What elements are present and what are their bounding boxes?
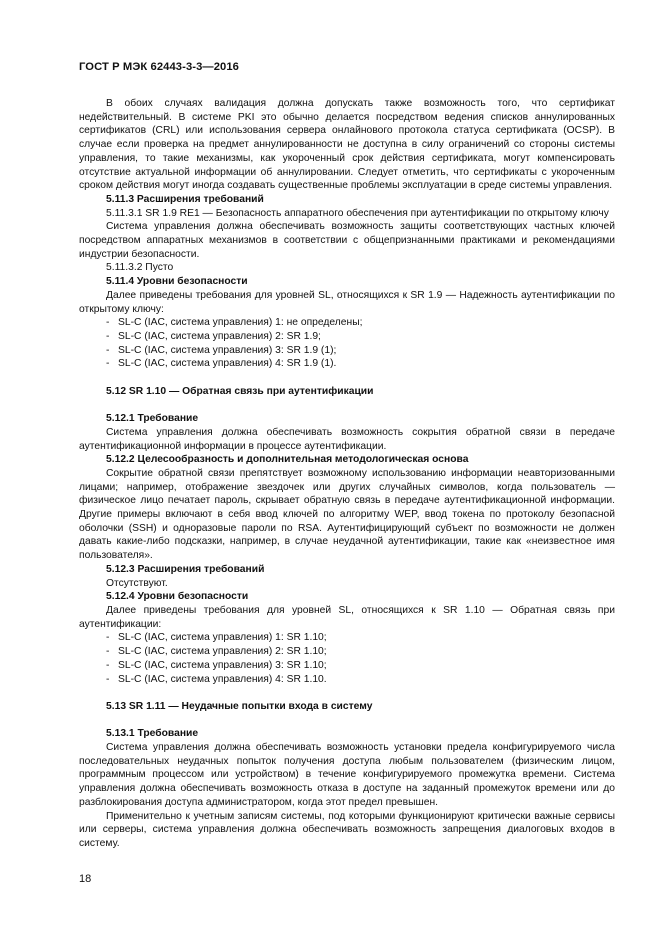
subsection-5-11-3-1: 5.11.3.1 SR 1.9 RE1 — Безопасность аппаратного обеспечения при аутентификации по открытому ключу — [106, 207, 609, 219]
paragraph-sl-intro-1-10: Далее приведены требования для уровней SL, относящихся к SR 1.10 — Обратная связь при аутентификации: — [79, 604, 615, 630]
paragraph-hardware-keys: Система управления должна обеспечивать возможность защиты соответствующих частных ключей посредством аппаратных механизмов в соответствии с общепризнанными практиками и рекомендациями индустрии безопасности. — [79, 221, 615, 260]
page-number: 18 — [79, 873, 92, 885]
page-content — [79, 97, 615, 851]
paragraph-sl-intro-1-9: Далее приведены требования для уровней SL, относящихся к SR 1.9 — Надежность аутентификации по открытому ключу: — [79, 289, 615, 315]
subsection-5-11-3-2: 5.11.3.2 Пусто — [106, 262, 174, 274]
heading-5-13: 5.13 SR 1.11 — Неудачные попытки входа в систему — [106, 700, 373, 712]
paragraph-feedback-requirement: Система управления должна обеспечивать возможность сокрытия обратной связи в передаче аутентификационной информации в процессе аутентификации. — [79, 426, 615, 452]
text-absent: Отсутствуют. — [106, 577, 168, 589]
list-item: - SL-C (IAC, система управления) 4: SR 1.9 (1). — [106, 357, 615, 371]
document-header: ГОСТ Р МЭК 62443-3-3—2016 — [79, 61, 240, 73]
heading-5-13-1: 5.13.1 Требование — [106, 728, 199, 740]
list-item: - SL-C (IAC, система управления) 1: не определены; — [106, 316, 615, 330]
heading-5-12-4: 5.12.4 Уровни безопасности — [106, 591, 249, 603]
paragraph-validation: В обоих случаях валидация должна допускать также возможность того, что сертификат недействительный. В системе PKI это обычно делается посредством ведения списков аннулированных сертификатов (CRL) или использования сервера онлайнового протокола статуса сертификата (OCSP). В случае если проверка на предмет аннулированности не доступна в силу ограничений со стороны системы управления, то такие механизмы, как укороченный срок действия сертификата, могут компенсировать отсутствие актуальной информации об аннулировании. Следует отметить, что сертификаты с укороченным сроком действия могут иногда создавать существенные проблемы эксплуатации в среде системы управления. — [79, 98, 615, 192]
list-item: - SL-C (IAC, система управления) 1: SR 1.10; — [106, 631, 615, 645]
list-item: - SL-C (IAC, система управления) 3: SR 1.9 (1); — [106, 344, 615, 358]
heading-5-12: 5.12 SR 1.10 — Обратная связь при аутентификации — [106, 385, 374, 397]
heading-5-12-1: 5.12.1 Требование — [106, 413, 199, 425]
heading-5-12-3: 5.12.3 Расширения требований — [106, 563, 265, 575]
list-item: - SL-C (IAC, система управления) 2: SR 1.9; — [106, 330, 615, 344]
list-item: - SL-C (IAC, система управления) 4: SR 1.10. — [106, 673, 615, 687]
sl-list-sr-1-9 — [79, 316, 615, 371]
list-item: - SL-C (IAC, система управления) 3: SR 1.10; — [106, 659, 615, 673]
paragraph-feedback-rationale: Сокрытие обратной связи препятствует возможному использованию информации неавторизованными лицами; например, отображение звездочек или других случайных символов, когда пользователь — физическое лицо печатает пароль, скрывает обратную связь в передаче аутентификационной информации. Другие примеры включают в себя ввод ключей по алгоритму WEP, ввод токена по протоколу безопасной оболочки (SSH) и одноразовые пароли по RSA. Аутентифицирующий субъект по возможности не должен давать какие-либо подсказки, например, в случае неудачной аутентификации, такие как «неизвестное имя пользователя». — [79, 467, 615, 562]
heading-5-11-4: 5.11.4 Уровни безопасности — [106, 276, 248, 288]
heading-5-12-2: 5.12.2 Целесообразность и дополнительная методологическая основа — [106, 454, 469, 466]
paragraph-critical-accounts: Применительно к учетным записям системы, под которыми функционируют критически важные сервисы или серверы, система управления должна обеспечивать возможность запрещения диалоговых входов в систему. — [79, 810, 615, 849]
list-item: - SL-C (IAC, система управления) 2: SR 1.10; — [106, 645, 615, 659]
heading-5-11-3: 5.11.3 Расширения требований — [106, 193, 264, 205]
paragraph-login-attempts: Система управления должна обеспечивать возможность установки предела конфигурируемого числа последовательных неудачных попыток получения доступа любым пользователем (физическим лицом, программным процессом или устройством) в течение конфигурируемого промежутка времени. Система управления должна обеспечивать возможность отказа в доступе на заданный промежуток времени или до разблокирования доступа администратором, когда этот предел превышен. — [79, 741, 615, 808]
sl-list-sr-1-10 — [79, 631, 615, 686]
